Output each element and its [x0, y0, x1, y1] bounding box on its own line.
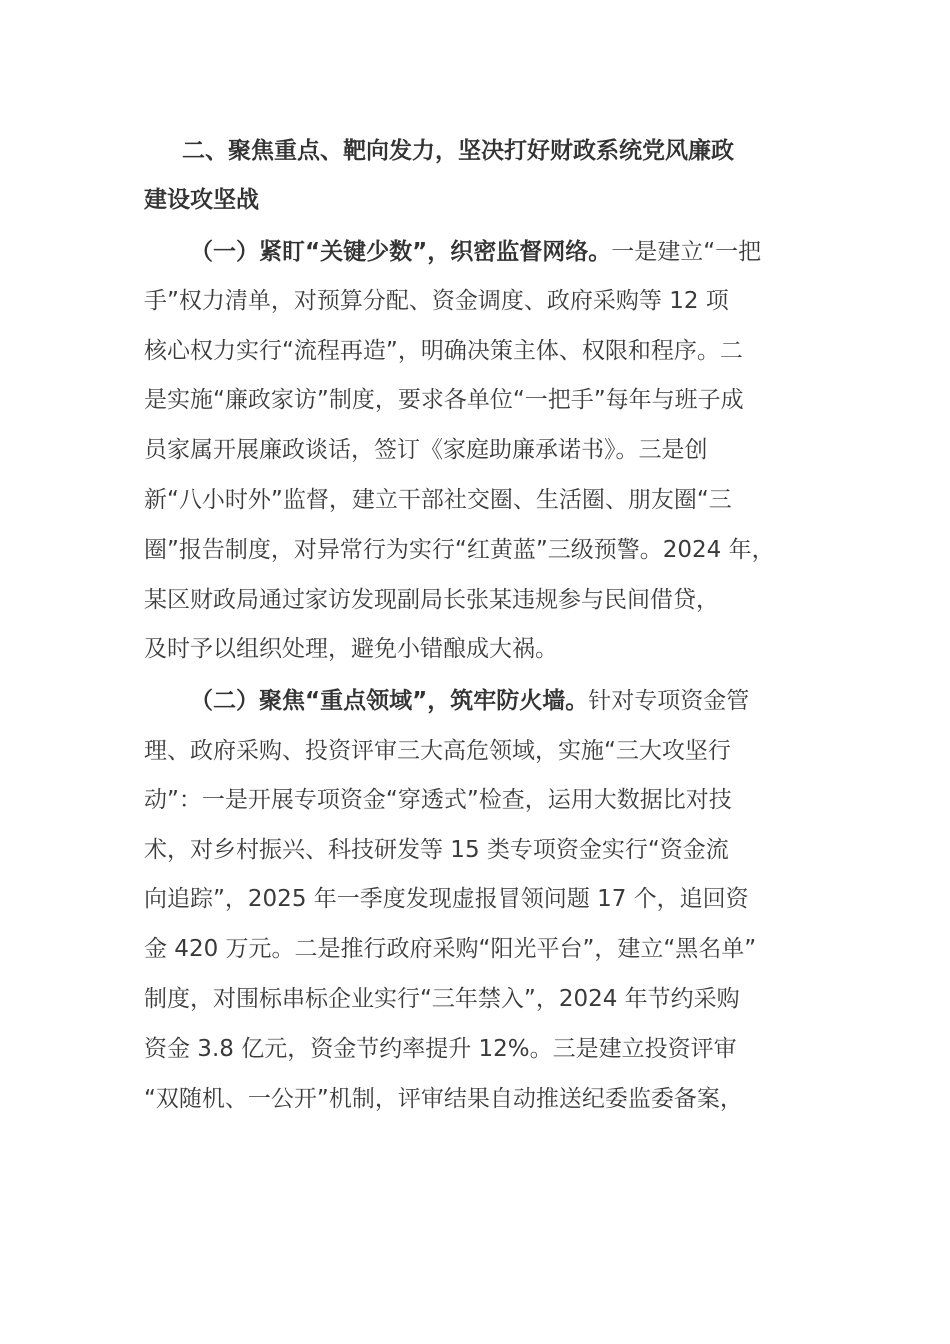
paragraph-1-line-2: 手”权力清单，对预算分配、资金调度、政府采购等 12 项: [144, 288, 729, 314]
paragraph-2-line-9: “双随机、一公开”机制，评审结果自动推送纪委监委备案，: [144, 1086, 743, 1112]
paragraph-1-line-8: 某区财政局通过家访发现副局长张某违规参与民间借贷，: [144, 587, 719, 613]
paragraph-1-line-7: 圈”报告制度，对异常行为实行“红黄蓝”三级预警。2024 年，: [144, 537, 775, 563]
paragraph-2-line-2: 理、政府采购、投资评审三大高危领域，实施“三大攻坚行: [144, 738, 731, 764]
subsection-2-title: （二）聚焦“重点领域”，筑牢防火墙。: [190, 688, 589, 714]
paragraph-1-line-1: [190, 237, 761, 267]
paragraph-1-line-6: 新“八小时外”监督，建立干部社交圈、生活圈、朋友圈“三: [144, 487, 732, 513]
paragraph-2-line-4: 术，对乡村振兴、科技研发等 15 类专项资金实行“资金流: [144, 837, 729, 863]
paragraph-2-line-6: 金 420 万元。二是推行政府采购“阳光平台”，建立“黑名单”: [144, 936, 757, 962]
paragraph-2-line-3: 动”：一是开展专项资金“穿透式”检查，运用大数据比对技: [144, 787, 732, 813]
paragraph-1-line-5: 员家属开展廉政谈话，签订《家庭助廉承诺书》。三是创: [144, 437, 708, 463]
paragraph-1-line-9: 及时予以组织处理，避免小错酿成大祸。: [144, 636, 558, 662]
paragraph-2-text: 针对专项资金管: [588, 688, 750, 714]
paragraph-2-line-1: [190, 686, 749, 716]
paragraph-2-line-7: 制度，对围标串标企业实行“三年禁入”，2024 年节约采购: [144, 986, 740, 1012]
subsection-1-title: （一）紧盯“关键少数”，织密监督网络。: [190, 239, 612, 265]
paragraph-2-line-8: 资金 3.8 亿元，资金节约率提升 12%。三是建立投资评审: [144, 1036, 737, 1062]
paragraph-1-line-4: 是实施“廉政家访”制度，要求各单位“一把手”每年与班子成: [144, 387, 744, 413]
paragraph-2-line-5: 向追踪”，2025 年一季度发现虚报冒领问题 17 个，追回资: [144, 886, 749, 912]
section-heading-line-2: 建设攻坚战: [144, 187, 259, 213]
paragraph-1-line-3: 核心权力实行“流程再造”，明确决策主体、权限和程序。二: [144, 338, 743, 364]
paragraph-1-text: 一是建立“一把: [611, 239, 762, 265]
section-heading-line-1: 二、聚焦重点、靶向发力，坚决打好财政系统党风廉政: [182, 138, 734, 164]
